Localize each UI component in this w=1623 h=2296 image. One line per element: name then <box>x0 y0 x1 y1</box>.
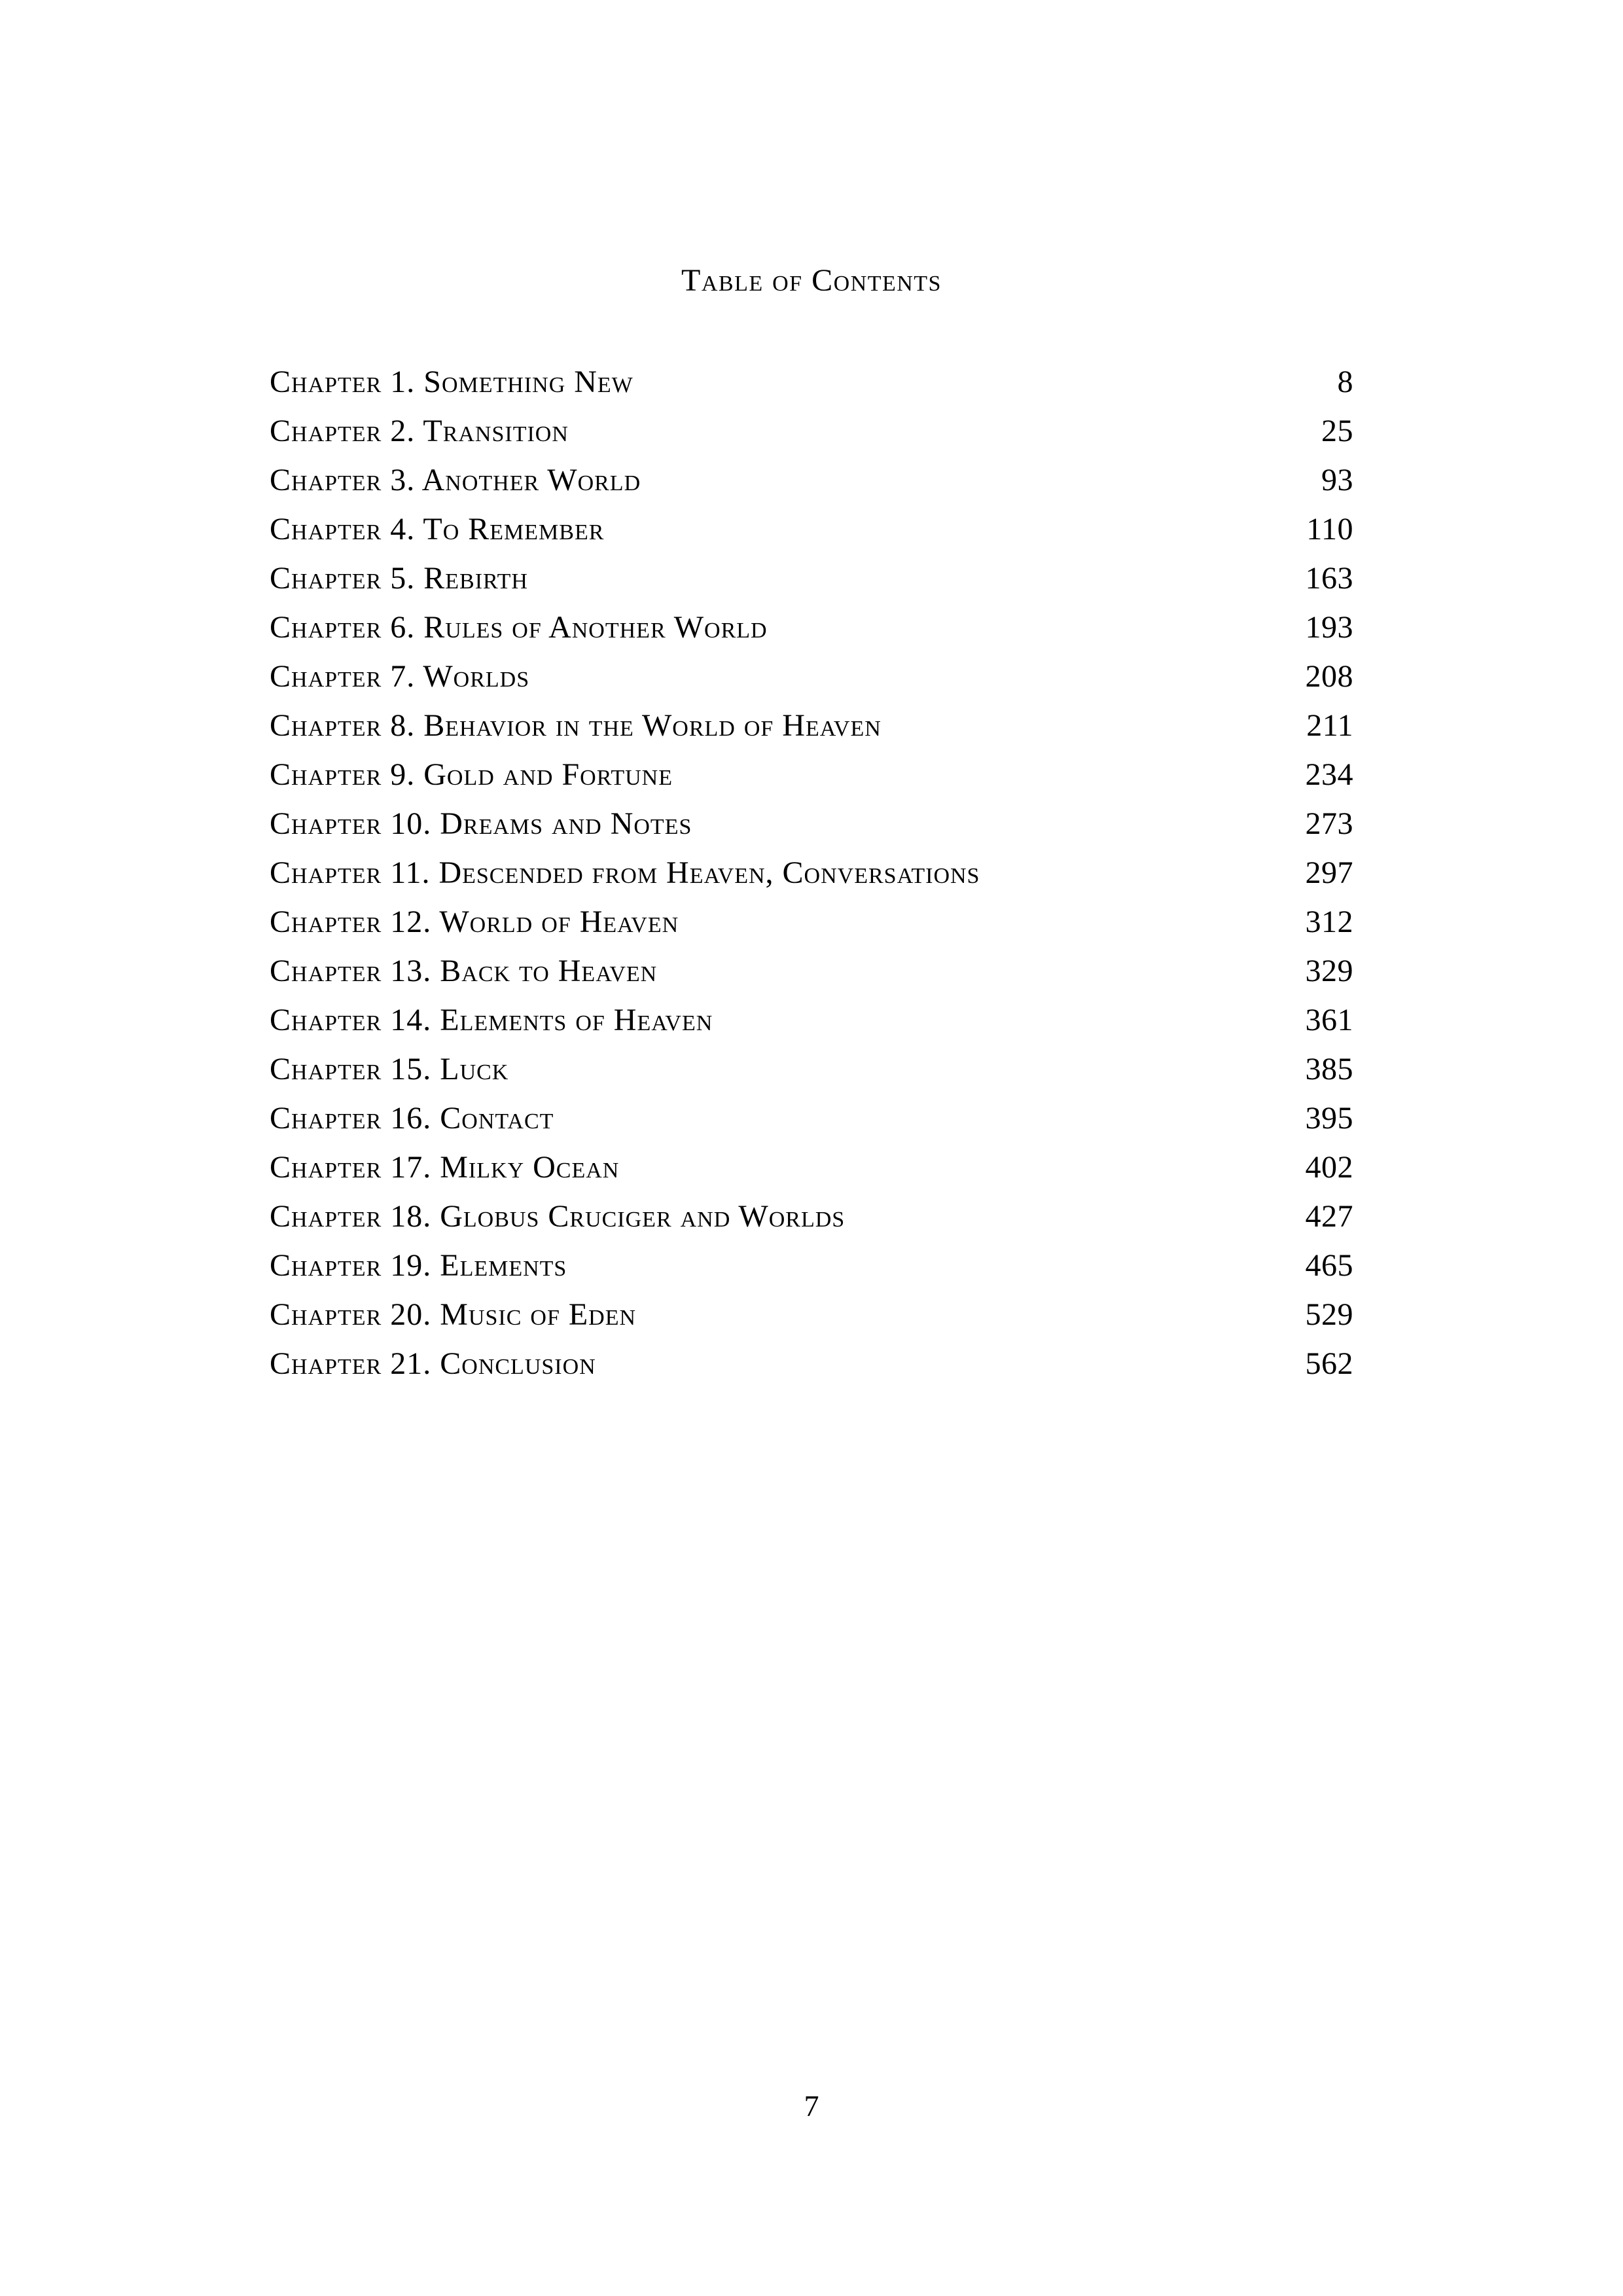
toc-entry-page: 297 <box>1305 855 1353 890</box>
toc-entry-label: Chapter 13. Back to Heaven <box>270 954 658 988</box>
toc-entry <box>270 1192 1353 1241</box>
toc-entry <box>270 1094 1353 1143</box>
toc-entry-page: 273 <box>1305 806 1353 841</box>
toc-entry <box>270 848 1353 897</box>
toc-entry-label: Chapter 12. World of Heaven <box>270 905 679 939</box>
toc-entry <box>270 554 1353 603</box>
toc-entry-label: Chapter 3. Another World <box>270 463 641 497</box>
toc-entry-label: Chapter 18. Globus Cruciger and Worlds <box>270 1199 846 1234</box>
toc-entry-page: 8 <box>1337 365 1353 399</box>
toc-entry-label: Chapter 17. Milky Ocean <box>270 1150 620 1185</box>
toc-entry-page: 211 <box>1306 708 1353 743</box>
toc-entry <box>270 603 1353 652</box>
toc-entry-label: Chapter 10. Dreams and Notes <box>270 806 692 841</box>
toc-entry-page: 193 <box>1305 610 1353 645</box>
toc-entry <box>270 1143 1353 1192</box>
toc-entry-page: 329 <box>1305 954 1353 988</box>
toc-entry-page: 427 <box>1305 1199 1353 1234</box>
toc-entry-label: Chapter 8. Behavior in the World of Heaven <box>270 708 882 743</box>
toc-entry-page: 208 <box>1305 659 1353 694</box>
toc-entry-label: Chapter 20. Music of Eden <box>270 1297 637 1332</box>
toc-entry-page: 93 <box>1321 463 1353 497</box>
toc-entry-label: Chapter 2. Transition <box>270 414 569 448</box>
toc-entry <box>270 1045 1353 1094</box>
toc-entry-page: 163 <box>1305 561 1353 596</box>
toc-entry-page: 562 <box>1305 1346 1353 1381</box>
toc-entry-page: 385 <box>1305 1052 1353 1086</box>
toc-entry-label: Chapter 5. Rebirth <box>270 561 528 596</box>
toc-entry-page: 395 <box>1305 1101 1353 1136</box>
toc-entry-page: 234 <box>1305 757 1353 792</box>
toc-entry <box>270 406 1353 456</box>
toc-entry-label: Chapter 7. Worlds <box>270 659 530 694</box>
toc-entry-label: Chapter 6. Rules of Another World <box>270 610 768 645</box>
toc-list <box>270 357 1353 1388</box>
toc-entry-label: Chapter 14. Elements of Heaven <box>270 1003 713 1037</box>
toc-entry-page: 25 <box>1321 414 1353 448</box>
toc-entry-page: 465 <box>1305 1248 1353 1283</box>
toc-entry <box>270 1339 1353 1388</box>
toc-entry-label: Chapter 21. Conclusion <box>270 1346 596 1381</box>
toc-entry-page: 361 <box>1305 1003 1353 1037</box>
toc-entry-label: Chapter 16. Contact <box>270 1101 554 1136</box>
toc-entry-label: Chapter 15. Luck <box>270 1052 509 1086</box>
toc-entry-page: 402 <box>1305 1150 1353 1185</box>
toc-entry <box>270 652 1353 701</box>
folio-page-number: 7 <box>804 2089 819 2123</box>
toc-entry <box>270 701 1353 750</box>
toc-entry-page: 110 <box>1306 512 1353 547</box>
toc-entry-page: 529 <box>1305 1297 1353 1332</box>
toc-entry-label: Chapter 9. Gold and Fortune <box>270 757 673 792</box>
toc-entry <box>270 1290 1353 1339</box>
toc-entry-label: Chapter 11. Descended from Heaven, Conversations <box>270 855 980 890</box>
toc-entry-label: Chapter 1. Something New <box>270 365 633 399</box>
page-title: Table of Contents <box>681 263 942 298</box>
toc-entry <box>270 799 1353 848</box>
toc-entry <box>270 1241 1353 1290</box>
toc-entry <box>270 357 1353 406</box>
toc-entry <box>270 897 1353 946</box>
toc-entry <box>270 505 1353 554</box>
toc-entry <box>270 946 1353 996</box>
toc-entry-page: 312 <box>1305 905 1353 939</box>
toc-entry <box>270 996 1353 1045</box>
toc-entry-label: Chapter 19. Elements <box>270 1248 567 1283</box>
toc-entry <box>270 456 1353 505</box>
toc-entry-label: Chapter 4. To Remember <box>270 512 605 547</box>
toc-entry <box>270 750 1353 799</box>
